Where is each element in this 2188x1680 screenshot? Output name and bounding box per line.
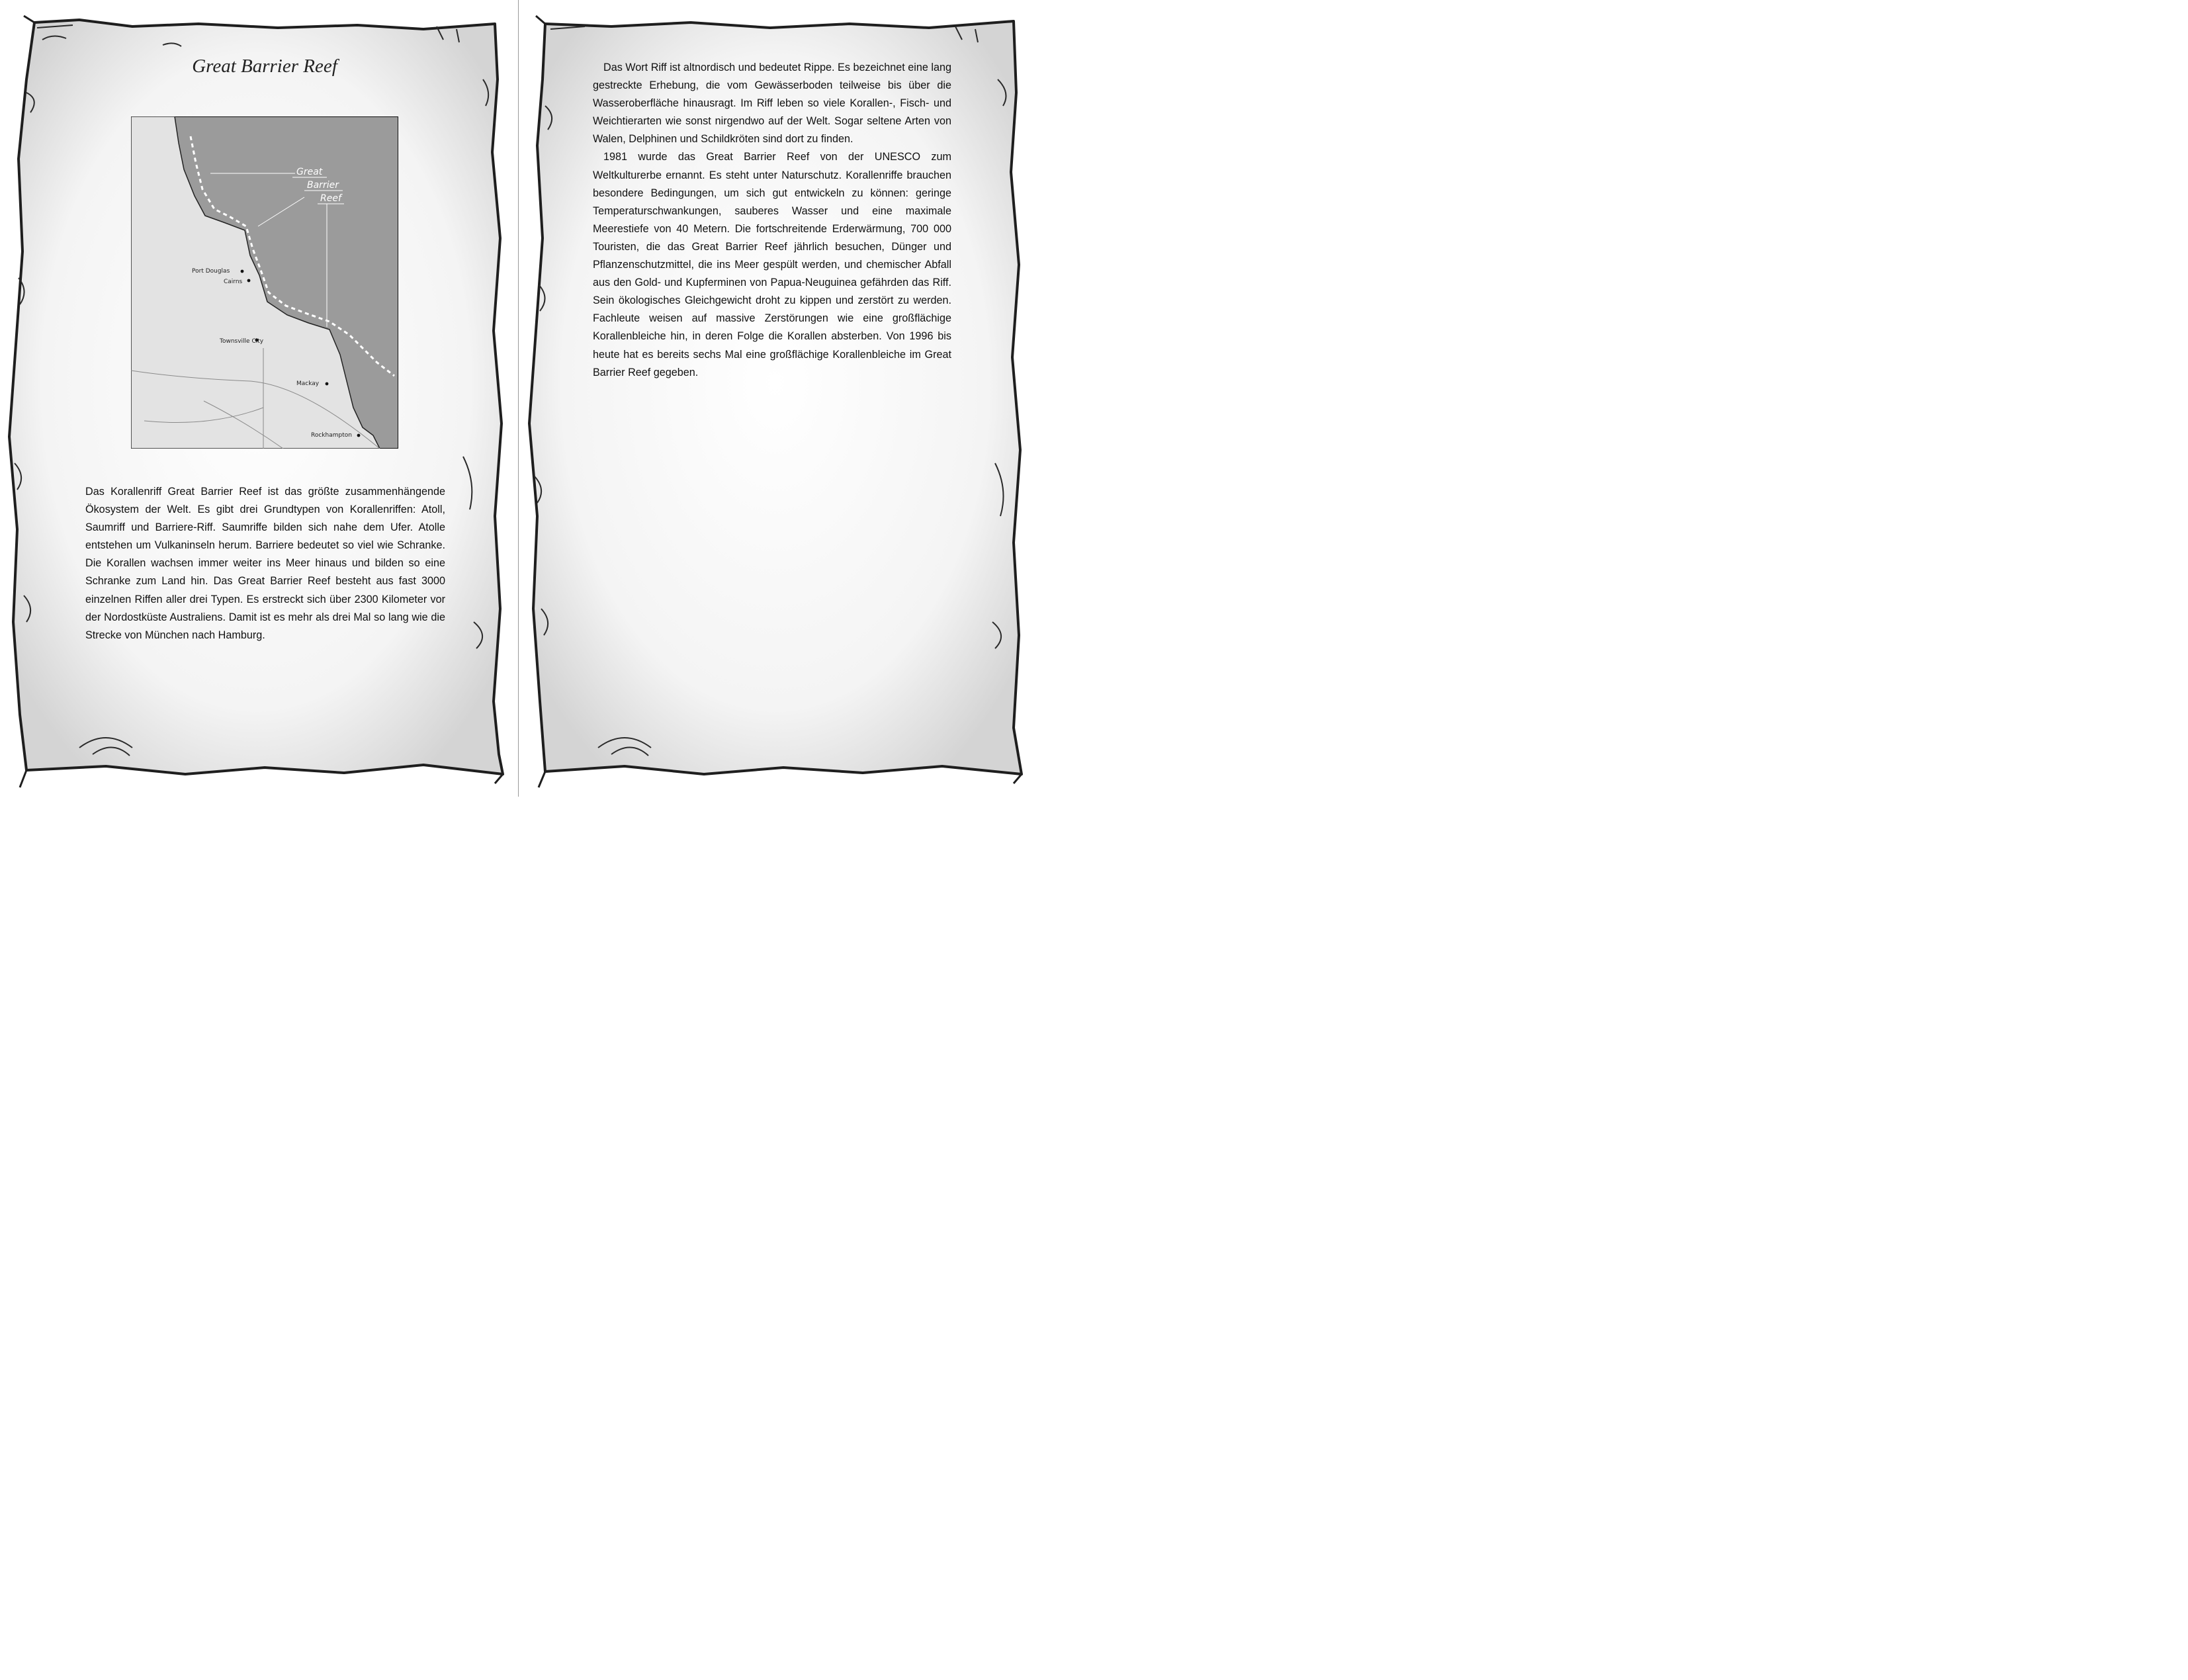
reef-label-line-1: Great bbox=[296, 167, 323, 177]
city-label-rockhampton: Rockhampton bbox=[311, 432, 352, 439]
reef-label-line-3: Reef bbox=[320, 193, 341, 204]
city-dot-mackay bbox=[326, 382, 329, 386]
city-label-townsville: Townsville City bbox=[220, 338, 264, 345]
map-illustration bbox=[131, 116, 398, 449]
right-paragraph-1: Das Wort Riff ist altnordisch und bedeutet Rippe. Es bezeichnet eine lang gestreckte Erhebung, die vom Gewässerboden teilweise bis über die Wasseroberfläche hinausragt. Im Riff leben so viele Korallen-, Fisch- und Weichtierarten wie sonst nirgendwo auf der Welt. Sogar seltene Arten von Walen, Delphinen und Schildkröten sind dort zu finden. bbox=[593, 62, 951, 146]
city-dot-port-douglas bbox=[241, 270, 244, 273]
city-label-port-douglas: Port Douglas bbox=[192, 268, 230, 275]
city-dot-rockhampton bbox=[357, 434, 361, 437]
city-label-mackay: Mackay bbox=[296, 380, 320, 387]
left-page bbox=[0, 0, 518, 797]
right-paragraph-2: 1981 wurde das Great Barrier Reef von der UNESCO zum Weltkulturerbe ernannt. Es steht unter Naturschutz. Korallenriffe brauchen besondere Bedingungen, um sich gut entwickeln zu können: geringe Temperaturschwankungen, sauberes Wasser und eine maximale Meerestiefe von 40 Metern. Die fortschreitende Erderwärmung, 700 000 Touristen, die das Great Barrier Reef jährlich besuchen, Dünger und Pflanzenschutzmittel, die ins Meer gespült werden, und chemischer Abfall aus den Gold- und Kupferminen von Papua-Neuguinea gefährden das Riff. Sein ökologisches Gleichgewicht droht zu kippen und zerstört zu werden. Fachleute weisen auf massive Zerstörungen wie eine großflächige Korallenbleiche hin, in deren Folge die Korallen absterben. Von 1996 bis heute hat es bereits sechs Mal eine großflächige Korallenbleiche im Great Barrier Reef gegeben. bbox=[593, 151, 951, 378]
reef-label-line-2: Barrier bbox=[307, 180, 339, 191]
city-dot-cairns bbox=[247, 279, 251, 283]
left-body-text bbox=[85, 483, 445, 644]
right-page bbox=[519, 0, 1037, 797]
city-label-cairns: Cairns bbox=[224, 279, 243, 285]
right-body-text bbox=[593, 59, 951, 382]
page-title: Great Barrier Reef bbox=[192, 56, 337, 77]
left-paragraph: Das Korallenriff Great Barrier Reef ist das größte zusammenhängende Ökosystem der Welt. Es gibt drei Grundtypen von Korallenriffen: Atoll, Saumriff und Barriere-Riff. Saumriffe bilden sich nahe dem Ufer. Atolle entstehen um Vulkaninseln herum. Barriere bedeutet so viel wie Schranke. Die Korallen wachsen immer weiter ins Meer hinaus und bilden so eine Schranke zum Land hin. Das Great Barrier Reef besteht aus fast 3000 einzelnen Riffen aller drei Typen. Es erstreckt sich über 2300 Kilometer vor der Nordostküste Australiens. Damit ist es mehr als drei Mal so lang wie die Strecke von München nach Hamburg. bbox=[85, 486, 445, 641]
